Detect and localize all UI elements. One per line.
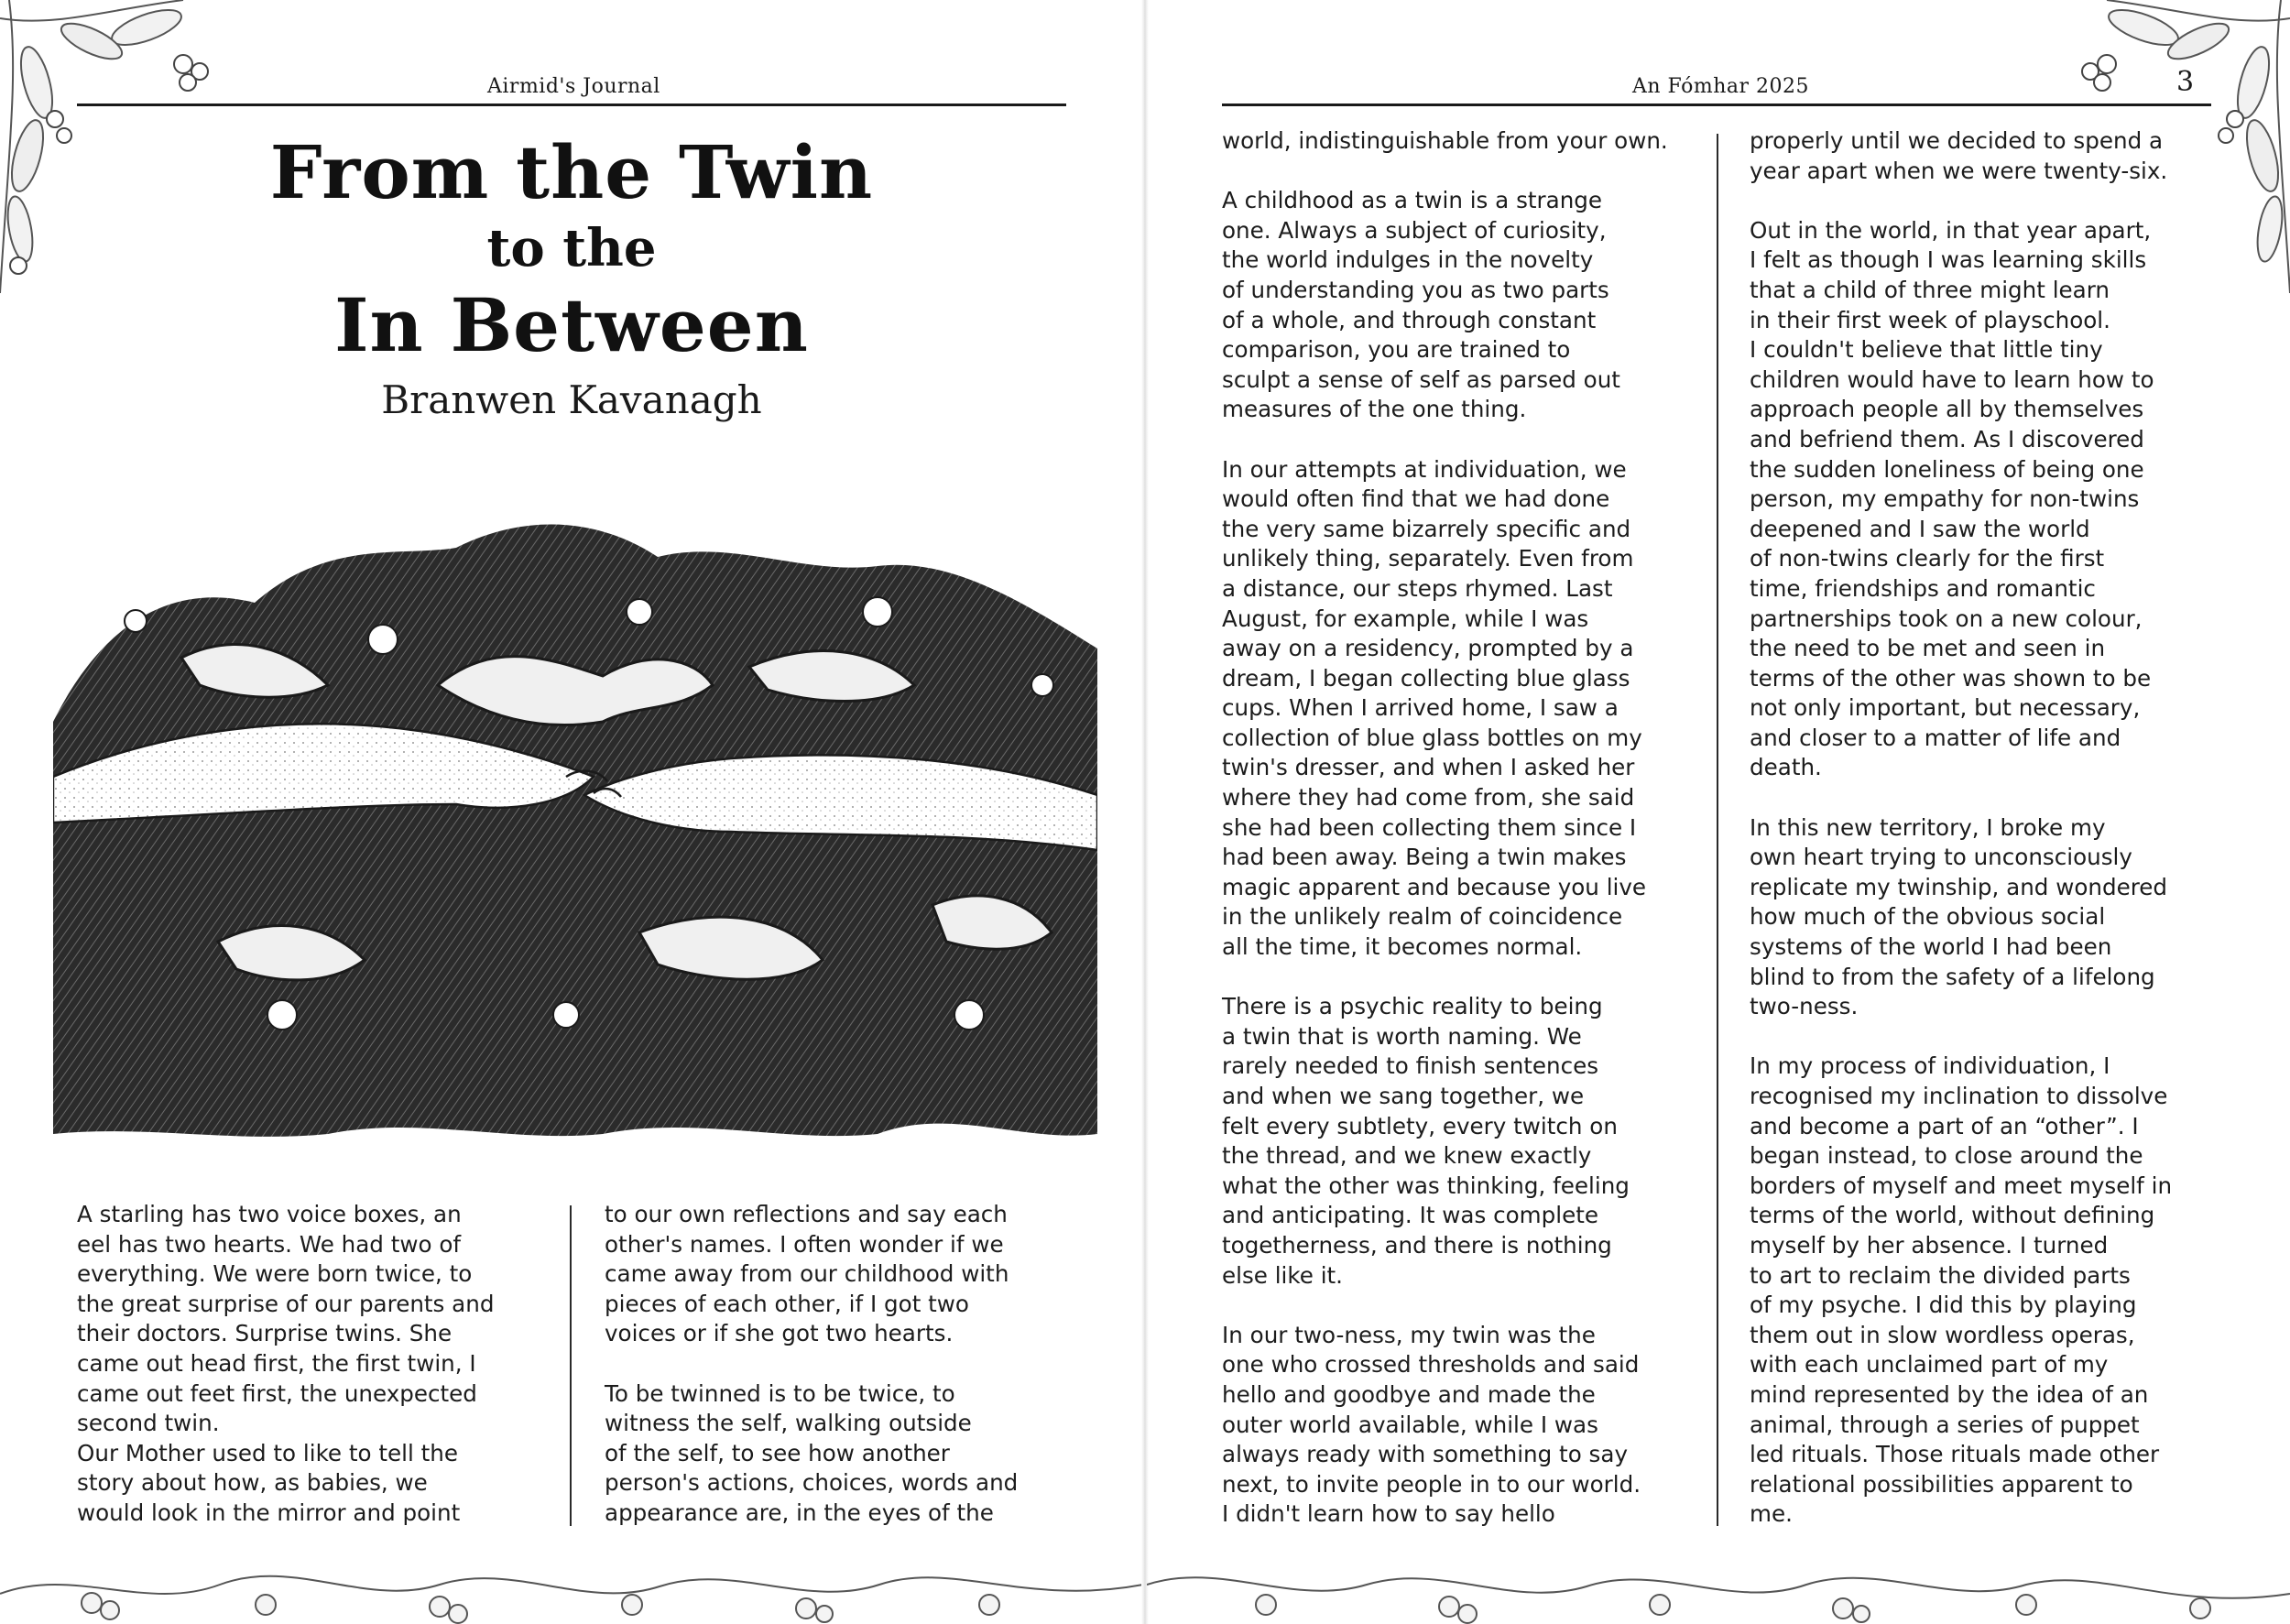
paragraph: A childhood as a twin is a strange one. Always a subject of curiosity, the world indulges in the novelty of understanding you as two parts of a whole, and through constant comparison, you are trained to sculpt a sense of self as parsed out measures of the one thing. <box>1222 187 1620 423</box>
left-column-2 <box>605 1200 1081 1529</box>
running-head: An Fómhar 2025 <box>1632 75 1810 98</box>
left-page <box>0 0 1143 1624</box>
right-column-1 <box>1222 126 1717 1530</box>
running-head: Airmid's Journal <box>487 75 660 98</box>
paragraph: to our own reflections and say each other's names. I often wonder if we came away from our childhood with pieces of each other, if I got two voices or if she got two hearts. <box>605 1201 1009 1347</box>
paragraph: To be twinned is to be twice, to witness the self, walking outside of the self, to see how another person's actions, choices, words and appearance are, in the eyes of the <box>605 1379 1019 1526</box>
paragraph: Out in the world, in that year apart, I felt as though I was learning skills that a child of three might learn in their first week of playschool. I couldn't believe that little tiny children would have to learn how to approach people all by themselves and befriend them. As I discovered the sudden loneliness of being one person, my empathy for non-twins deepened and I saw the world of non-twins clearly for the first time, friendships and romantic partnerships took on a new colour, the need to be met and seen in terms of the other was shown to be not only important, but necessary, and closer to a matter of life and death. <box>1750 216 2154 781</box>
header-rule <box>1222 104 2211 106</box>
right-column-2 <box>1750 126 2244 1530</box>
header-rule <box>77 104 1066 106</box>
title-line-1: From the Twin <box>269 129 874 215</box>
berry-border-icon <box>0 1557 1143 1624</box>
article-title <box>77 128 1066 370</box>
page-number: 3 <box>2176 66 2195 98</box>
paragraph: In my process of individuation, I recognised my inclination to dissolve and become a part of an “other”. I began instead, to close around the borders of myself and meet myself in terms of the world, without defining myself by her absence. I turned to art to reclaim the divided parts of my psyche. I did this by playing them out in slow wordless operas, with each unclaimed part of my mind represented by the idea of an animal, through a series of puppet led rituals. Those rituals made other relational possibilities apparent to me. <box>1750 1052 2173 1528</box>
right-page <box>1147 0 2290 1624</box>
nest-hands-illustration <box>53 502 1097 1143</box>
paragraph: There is a psychic reality to being a twin that is worth naming. We rarely needed to finish sentences and when we sang together, we felt every subtlety, every twitch on the thread, and we knew exactly what the other was thinking, feeling and anticipating. It was complete togetherness, and there is nothing else like it. <box>1222 993 1630 1289</box>
left-column-1 <box>77 1200 553 1529</box>
paragraph: world, indistinguishable from your own. <box>1222 127 1668 154</box>
paragraph: In our two-ness, my twin was the one who crossed thresholds and said hello and goodbye and made the outer world available, while I was always ready with something to say next, to invite people in to our world. I didn't learn how to say hello <box>1222 1321 1641 1528</box>
berry-border-icon <box>1147 1557 2290 1624</box>
title-line-3: In Between <box>334 282 809 368</box>
column-rule <box>570 1205 572 1526</box>
paragraph: In our attempts at individuation, we would often find that we had done the very same bizarrely specific and unlikely thing, separately. Even from a distance, our steps rhymed. Last August, for example, while I was away on a residency, prompted by a dream, I began collecting blue glass cups. When I arrived home, I saw a collection of blue glass bottles on my twin's dresser, and when I asked her where they had come from, she said she had been collecting them since I had been away. Being a twin makes magic apparent and because you live in the unlikely realm of coincidence all the time, it becomes normal. <box>1222 455 1647 961</box>
paragraph: properly until we decided to spend a year apart when we were twenty-six. <box>1750 127 2168 184</box>
paragraph: A starling has two voice boxes, an eel has two hearts. We had two of everything. We were born twice, to the great surprise of our parents and their doctors. Surprise twins. She came out head first, the first twin, I came out feet first, the unexpected second twin. Our Mother used to like to tell the story about how, as babies, we would look in the mirror and point <box>77 1201 495 1526</box>
paragraph: In this new territory, I broke my own heart trying to unconsciously replicate my twinship, and wondered how much of the obvious social systems of the world I had been blind to from the safety of a lifelong two-ness. <box>1750 813 2168 1020</box>
column-rule <box>1717 134 1718 1526</box>
author-byline: Branwen Kavanagh <box>381 377 762 422</box>
title-line-2: to the <box>486 218 657 278</box>
